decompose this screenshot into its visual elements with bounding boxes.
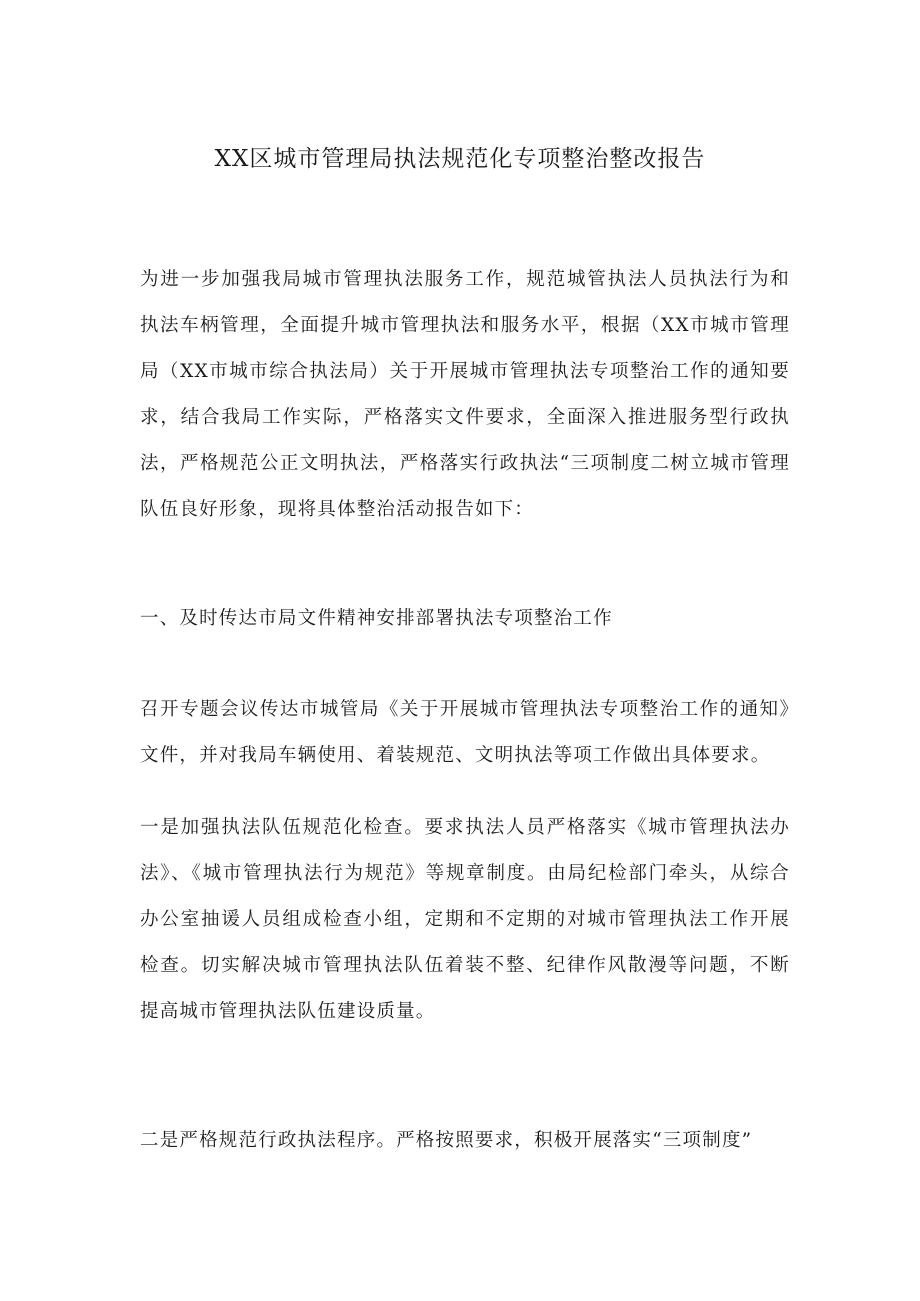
inspection-paragraph: 一是加强执法队伍规范化检查。要求执法人员严格落实《城市管理执法办法》、《城市管理执法行为规范》等规章制度。由局纪检部门牵头，从综合办公室抽谖人员组成检查小组，定期和不定期的对城市管理执法工作开展检查。切实解决城市管理执法队伍着装不整、纪律作风散漫等问题，不断提高城市管理执法队伍建设质量。	[140, 817, 790, 1022]
document-title: XX区城市管理局执法规范化专项整治整改报告	[214, 146, 706, 172]
meeting-paragraph: 召开专题会议传达市城管局《关于开展城市管理执法专项整治工作的通知》文件，并对我局车辆使用、着装规范、文明执法等项工作做出具体要求。	[140, 699, 790, 766]
intro-paragraph: 为进一步加强我局城市管理执法服务工作，规范城管执法人员执法行为和执法车柄管理，全面提升城市管理执法和服务水平，根据（XX市城市管理局（XX市城市综合执法局）关于开展城市管理执法专项整治工作的通知要求，结合我局工作实际，严格落实文件要求，全面深入推进服务型行政执法，严格规范公正文明执法，严格落实行政执法“三项制度二树立城市管理队伍良好形象，现将具体整治活动报告如下：	[140, 269, 790, 520]
section-heading: 一、及时传达市局文件精神安排部署执法专项整治工作	[140, 608, 613, 629]
procedure-paragraph: 二是严格规范行政执法程序。严格按照要求，积极开展落实“三项制度”	[140, 1130, 753, 1151]
